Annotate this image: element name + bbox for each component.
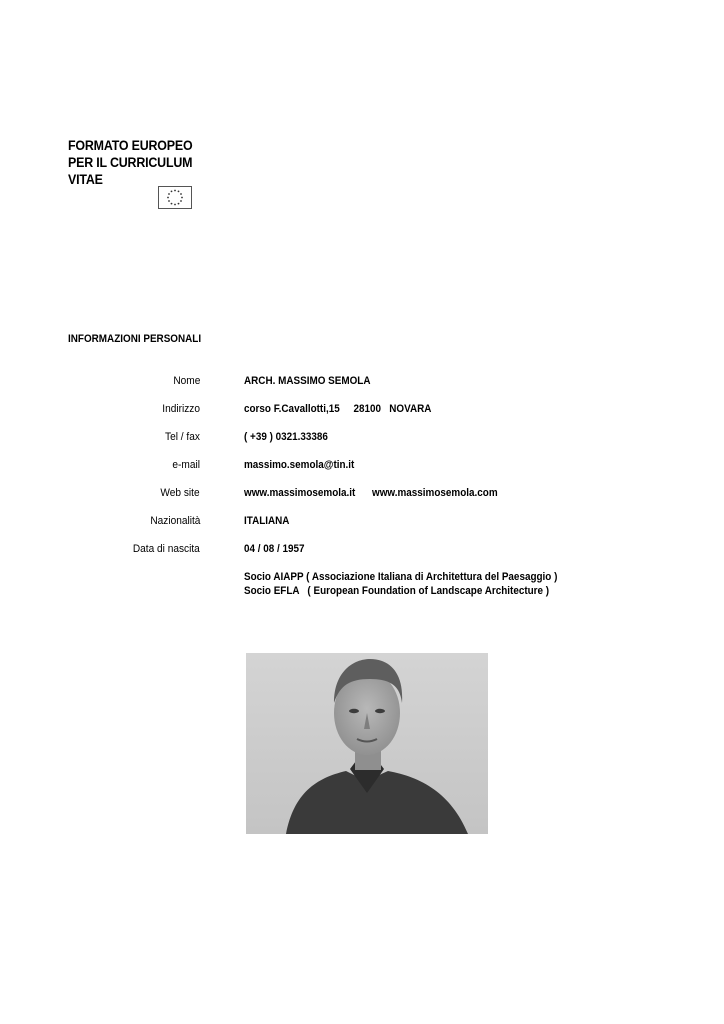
membership-aiapp: Socio AIAPP ( Associazione Italiana di Architettura del Paesaggio ): [244, 571, 558, 583]
nationality-value: ITALIANA: [244, 515, 290, 527]
phone-label: Tel / fax: [165, 431, 200, 443]
row-email: [0, 459, 724, 475]
title-line-1: FORMATO EUROPEO: [68, 138, 193, 153]
nationality-label: Nazionalità: [149, 515, 200, 527]
email-value[interactable]: massimo.semola@tin.it: [244, 459, 355, 471]
title-line-2: PER IL CURRICULUM: [68, 155, 193, 170]
row-nationality: [0, 515, 724, 531]
row-membership-2: [0, 585, 724, 601]
membership-efla: Socio EFLA ( European Foundation of Landscape Architecture ): [244, 585, 550, 597]
name-value: ARCH. MASSIMO SEMOLA: [244, 375, 371, 387]
birthdate-value: 04 / 08 / 1957: [244, 543, 305, 555]
row-address: [0, 403, 724, 419]
row-website: [0, 487, 724, 503]
address-label: Indirizzo: [162, 403, 200, 415]
section-heading-personal-info: INFORMAZIONI PERSONALI: [68, 333, 202, 345]
website-link-2[interactable]: www.massimosemola.com: [372, 487, 498, 499]
title-line-3: VITAE: [68, 172, 103, 187]
website-label: Web site: [160, 487, 200, 499]
document-title: [68, 137, 192, 188]
row-name: [0, 375, 724, 391]
portrait-photo: [246, 653, 488, 834]
row-phone: [0, 431, 724, 447]
name-label: Nome: [173, 375, 200, 387]
birthdate-label: Data di nascita: [133, 543, 200, 555]
eu-flag-icon: [158, 186, 192, 209]
email-label: e-mail: [172, 459, 200, 471]
phone-value: ( +39 ) 0321.33386: [244, 431, 328, 443]
website-link-1[interactable]: www.massimosemola.it: [244, 487, 356, 499]
row-birthdate: [0, 543, 724, 559]
address-value: corso F.Cavallotti,15 28100 NOVARA: [244, 403, 432, 415]
